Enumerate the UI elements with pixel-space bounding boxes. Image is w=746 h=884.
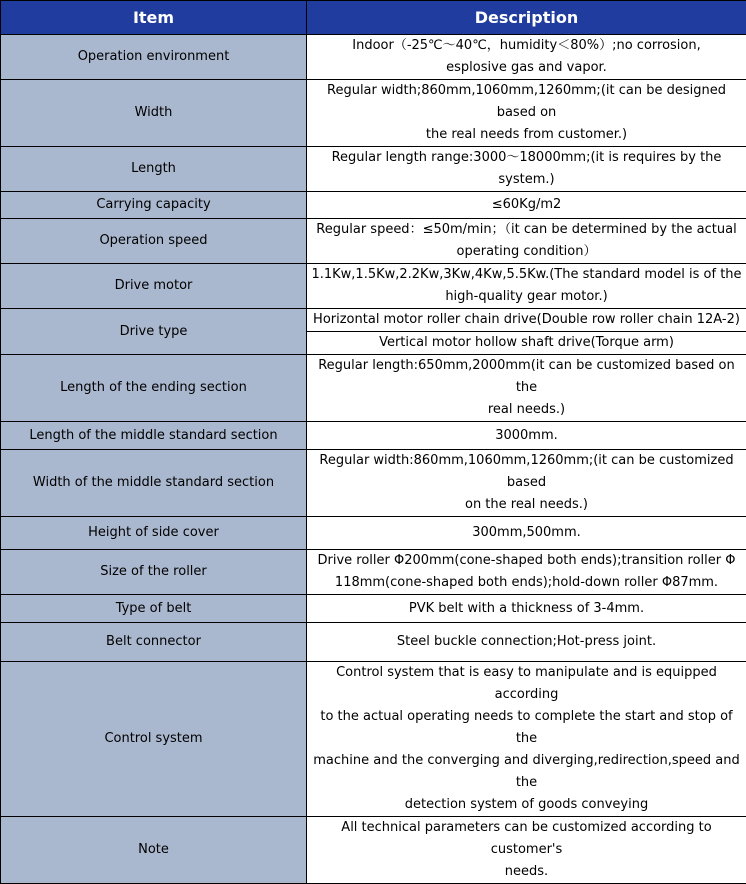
description-cell — [307, 550, 746, 595]
description-cell — [307, 450, 746, 517]
description-cell — [307, 35, 746, 80]
item-cell: Length of the middle standard section — [1, 422, 307, 450]
description-cell — [307, 80, 746, 147]
description-cell — [307, 192, 746, 219]
description-line: high-quality gear motor.) — [445, 289, 607, 304]
description-line: to the actual operating needs to complete the start and stop of the — [320, 709, 732, 746]
description-column-header: Description — [307, 1, 746, 35]
description-line: ≤60Kg/m2 — [492, 197, 562, 212]
description-cell — [307, 147, 746, 192]
description-line: 3000mm. — [495, 428, 558, 443]
table-row — [1, 422, 746, 450]
item-column-header: Item — [1, 1, 307, 35]
description-line: machine and the converging and diverging,redirection,speed and the — [313, 753, 739, 790]
description-cell — [307, 517, 746, 550]
description-cell — [307, 355, 746, 422]
description-line: Drive roller Φ200mm(cone-shaped both ends);transition roller Φ — [318, 553, 736, 568]
description-line: esplosive gas and vapor. — [446, 60, 607, 75]
description-line: Horizontal motor roller chain drive(Double row roller chain 12A-2) — [313, 312, 740, 327]
description-cell — [307, 595, 746, 623]
item-cell: Length — [1, 147, 307, 192]
description-line: Regular width;860mm,1060mm,1260mm;(it can be designed based on — [327, 83, 726, 120]
item-cell: Width — [1, 80, 307, 147]
item-cell: Carrying capacity — [1, 192, 307, 219]
description-cell — [307, 817, 746, 884]
description-cell — [307, 264, 746, 309]
description-line: All technical parameters can be customized according to customer's — [341, 820, 711, 857]
item-cell: Operation speed — [1, 219, 307, 264]
description-cell — [307, 309, 746, 332]
item-cell: Control system — [1, 662, 307, 817]
description-line: PVK belt with a thickness of 3-4mm. — [409, 601, 644, 616]
table-row — [1, 80, 746, 147]
description-line: Regular length range:3000～18000mm;(it is requires by the system.) — [332, 150, 722, 187]
description-line: Control system that is easy to manipulate and is equipped according — [336, 665, 717, 702]
item-cell: Note — [1, 817, 307, 884]
table-row — [1, 595, 746, 623]
description-line: real needs.) — [488, 402, 565, 417]
table-row — [1, 35, 746, 80]
table-row — [1, 817, 746, 884]
item-cell: Belt connector — [1, 623, 307, 662]
item-cell: Drive motor — [1, 264, 307, 309]
item-cell: Drive type — [1, 309, 307, 355]
table-row — [1, 550, 746, 595]
description-line: operating condition） — [457, 244, 597, 259]
description-line: 300mm,500mm. — [472, 525, 581, 540]
description-line: needs. — [505, 864, 548, 879]
item-cell: Width of the middle standard section — [1, 450, 307, 517]
description-line: Steel buckle connection;Hot-press joint. — [397, 634, 656, 649]
item-cell: Type of belt — [1, 595, 307, 623]
description-line: 118mm(cone-shaped both ends);hold-down roller Φ87mm. — [335, 575, 718, 590]
description-cell — [307, 662, 746, 817]
table-row — [1, 450, 746, 517]
table-row — [1, 192, 746, 219]
description-line: Vertical motor hollow shaft drive(Torque arm) — [379, 335, 674, 350]
table-row — [1, 219, 746, 264]
item-cell: Length of the ending section — [1, 355, 307, 422]
description-line: Regular speed：≤50m/min；（it can be determined by the actual — [316, 222, 736, 237]
description-cell — [307, 623, 746, 662]
description-cell — [307, 332, 746, 355]
description-cell — [307, 422, 746, 450]
description-line: the real needs from customer.) — [426, 127, 627, 142]
table-row — [1, 623, 746, 662]
table-row — [1, 355, 746, 422]
description-cell — [307, 219, 746, 264]
description-line: on the real needs.) — [465, 497, 588, 512]
table-row — [1, 264, 746, 309]
item-cell: Size of the roller — [1, 550, 307, 595]
description-line: 1.1Kw,1.5Kw,2.2Kw,3Kw,4Kw,5.5Kw.(The standard model is of the — [311, 267, 741, 282]
description-line: detection system of goods conveying — [405, 797, 648, 812]
header-row — [1, 1, 746, 35]
description-line: Regular width:860mm,1060mm,1260mm;(it can be customized based — [319, 453, 733, 490]
item-cell: Height of side cover — [1, 517, 307, 550]
table-row — [1, 662, 746, 817]
table-row — [1, 309, 746, 332]
description-line: Indoor（-25℃～40℃，humidity＜80%）;no corrosion, — [352, 38, 701, 53]
table-row — [1, 517, 746, 550]
table-row — [1, 147, 746, 192]
description-line: Regular length:650mm,2000mm(it can be customized based on the — [318, 358, 735, 395]
item-cell: Operation environment — [1, 35, 307, 80]
